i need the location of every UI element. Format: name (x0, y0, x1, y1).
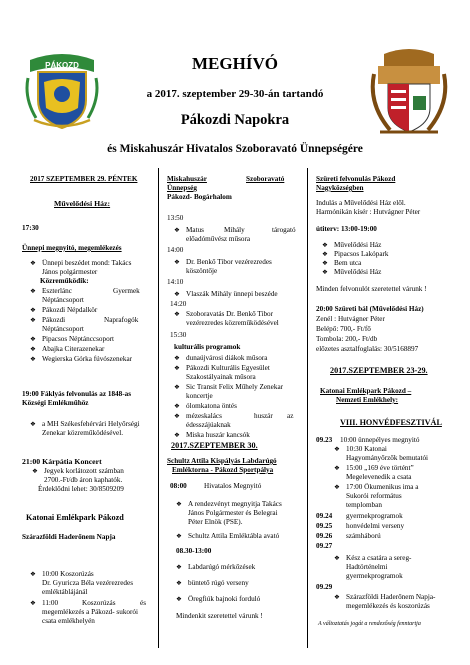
column-divider-left (158, 168, 159, 648)
col1-item-wreath-2b: Koszorúzás (82, 599, 116, 607)
col2-item-benko-b: köszöntője (186, 267, 218, 275)
col3-date-0927: 09.27 (316, 542, 333, 550)
col3-event-szamhaboru: számháború (346, 532, 381, 540)
col1-torch-parade: 19:00 Fáklyás felvonulás az 1848-as (22, 390, 132, 398)
col3-route-2: ❖ Pipacsos Lakópark (334, 250, 389, 259)
col3-date-0924: 09.24 (316, 512, 333, 520)
col1-item-wreath-2d: megemlékezés a Pákozd- sukorói (42, 608, 138, 616)
col1-item-wegierska: ❖ Wegierska Górka fúvószenekar (42, 355, 132, 364)
col2-location: Pákozd- Bogárhalom (167, 193, 232, 201)
col1-time-1730: 17:30 (22, 224, 39, 232)
col3-ball: 20:00 Szüreti bál (Művelődési Ház) (316, 305, 424, 313)
date-line: a 2017. szeptember 29-30-án tartandó (146, 88, 324, 100)
col1-item-speech: ❖ Ünnepi beszédet mond: Takács (42, 259, 131, 268)
hussar-crest-logo (370, 44, 448, 140)
col2-time-0830: 08.30-13:00 (176, 547, 212, 555)
col1-item-tickets-3: Érdeklődni lehet: 30/8509209 (38, 485, 124, 493)
col3-date2: 2017.SZEPTEMBER 23-29. (330, 366, 428, 375)
col3-event-hagyomany-b: Hagyományőrzők bemutatói (346, 454, 429, 462)
event-title: Pákozdi Napokra (180, 112, 290, 128)
col1-item-napraforgok: ❖ Pákozdi (42, 316, 65, 325)
col1-item-tickets: ❖ Jegyek korlátozott számban (44, 467, 124, 476)
col3-date-0925: 09.25 (316, 522, 333, 530)
event-subtitle: és Miskahuszár Hivatalos Szoboravató Ünnepségére (107, 143, 363, 155)
col1-item-band-2: Zenekar közreműködésével. (42, 429, 124, 437)
col3-header-b: Nagyközségben (316, 184, 364, 192)
col2-header-a: Miskahuszár (167, 175, 207, 183)
col3-route-1: ❖ Művelődési Ház (334, 241, 381, 250)
col1-item-band: ❖ a MH Székesfehérvári Helyőrségi (42, 420, 140, 429)
col1-item-speech-2: János polgármester (42, 268, 98, 276)
col3-event-hagyomany: ❖ 10:30 Katonai (346, 445, 387, 454)
col2-item-vlaszak: ❖ Vlaszák Mihály ünnepi beszéde (186, 290, 278, 299)
col2-time-1410: 14:10 (167, 278, 184, 286)
col1-item-napraforgok-c: Néptáncsoport (42, 325, 84, 333)
col2-item-takacs: ❖ A rendezvényt megnyitja Takács (188, 500, 282, 509)
col1-torch-parade-2: Községi Emlékműhöz (22, 399, 89, 407)
col2-item-diakok: ❖ dunaújvárosi diákok műsora (186, 354, 267, 363)
col2-cultural: kulturális programok (174, 343, 241, 351)
col3-tombola: Tombola: 200,- Ft/db (316, 335, 378, 343)
col2-item-matus: ❖ Matus (186, 226, 204, 235)
col1-karpatia: 21:00 Kárpátia Koncert (22, 457, 102, 466)
col2-item-mezeskalacs-b: huszár (254, 412, 273, 420)
col1-item-wreath-1: ❖ 10:00 Koszorúzás (42, 570, 94, 579)
col1-venue: Művelődési Ház: (54, 199, 111, 208)
col3-note: A változtatás jogát a rendezőség fenntartja (318, 621, 421, 627)
col1-item-eszterlanc-b: Gyermek (113, 287, 140, 295)
col1-item-tickets-2: 2700.-Ft/db áron kaphatók. (44, 476, 123, 484)
col1-item-nepdalkor: ❖ Pákozdi Népdalkör (42, 306, 97, 315)
col2-item-mezeskalacs: ❖ mézeskalács (186, 412, 222, 421)
col3-route-4: ❖ Művelődési Ház (334, 268, 381, 277)
col2-header-c: Ünnepség (167, 184, 197, 192)
col1-item-abajka: ❖ Abajka Citerazenekar (42, 345, 104, 354)
col2-item-kancsok: ❖ Miska huszár kancsók (186, 431, 250, 440)
col3-event-sereg-b: Hadtörténelmi (346, 563, 388, 571)
col3-event-szarazfoldi: ❖ Szárazföldi Haderőnem Napja- (346, 593, 435, 602)
col3-fee: Belépő: 700,- Ft/fő (316, 325, 371, 333)
col3-event-honvedelmi: honvédelmi verseny (346, 522, 405, 530)
col3-event-opening: 10:00 ünnepélyes megnyitó (340, 436, 420, 444)
col3-event-sereg: ❖ Kész a csatára a sereg- (346, 554, 411, 563)
col2-item-matus-c: tárogató (272, 226, 296, 234)
col2-item-labdarugo: ❖ Labdarúgó mérkőzések (188, 563, 255, 572)
col3-event-ima: ❖ 17:00 Ökumenikus ima a (346, 483, 418, 492)
col1-item-napraforgok-b: Naprafogók (104, 316, 139, 324)
col3-date-0923: 09.23 (316, 436, 333, 444)
col2-item-mezeskalacs-c: az (287, 412, 294, 420)
col3-route-3: ❖ Bem utca (334, 259, 361, 268)
col2-item-emlektabla: ❖ Schultz Attila Emléktábla avató (188, 532, 279, 541)
col3-park-1: Katonai Emlékpark Pákozd – (320, 387, 412, 395)
col3-festival: VIII. HONVÉDFESZTIVÁL (340, 418, 442, 427)
col2-item-sictransit-b: koncertje (186, 392, 213, 400)
col2-item-matus-d: előadóművész műsora (186, 235, 251, 243)
col2-opening: Hivatalos Megnyitó (204, 482, 262, 490)
col1-item-wreath-2c: és (140, 599, 146, 607)
col3-route-title: útiterv: 13:00-19:00 (316, 225, 377, 233)
col2-time-1530: 15:30 (170, 331, 187, 339)
col2-schultz-1: Schultz Attila Kispályás Labdarúgó (167, 457, 277, 465)
col3-date-0929: 09.29 (316, 583, 333, 591)
col2-item-benko: ❖ Dr. Benkő Tibor vezérezredes (186, 258, 272, 267)
pakozd-coat-of-arms-logo (24, 48, 100, 130)
col3-header-a: Szüreti felvonulás Pákozd (316, 175, 396, 183)
col2-item-oregfiuk: ❖ Öregfiúk bajnoki forduló (188, 595, 260, 604)
col3-event-169: ❖ 15:00 „169 éve történt” (346, 464, 414, 473)
col3-event-ima-b: Sukorói református (346, 492, 402, 500)
col3-park-2: Nemzeti Emlékhely: (336, 396, 399, 404)
col1-item-eszterlanc-c: Néptáncsoport (42, 296, 84, 304)
col2-item-sictransit: ❖ Sic Transit Felix Műhely Zenekar (186, 383, 283, 392)
col2-schultz-2: Emléktorna - Pákozd Sportpálya (172, 466, 274, 474)
col1-item-wreath-2e: csata emlékhelyén (42, 617, 95, 625)
col3-welcome: Minden felvonulót szeretettel várunk ! (316, 285, 427, 293)
column-divider-right (307, 168, 308, 648)
col1-item-pipacsos: ❖ Pipacsos Néptánccsoport (42, 335, 114, 344)
col2-item-takacs-c: Péter Elnök (PSE). (188, 518, 243, 526)
col1-item-wreath-1b: Dr. Gyuricza Béla vezérezredes (42, 579, 133, 587)
col3-start: Indulás a Művelődési Ház elől. (316, 199, 406, 207)
col1-opening: Ünnepi megnyitó, megemlékezés (22, 244, 122, 252)
col1-item-wreath-1c: emléktáblájánál (42, 588, 88, 596)
col1-item-eszterlanc: ❖ Eszterlánc (42, 287, 72, 296)
col1-land-forces-day: Szárazföldi Haderőnem Napja (22, 533, 116, 541)
col2-item-egyesulet-b: Szakostályainak műsora (186, 373, 256, 381)
col1-day-title: 2017 SZEPTEMBER 29. PÉNTEK (30, 175, 138, 183)
col3-booking: előzetes asztalfoglalás: 30/5168897 (316, 345, 419, 353)
page-title: MEGHÍVÓ (192, 54, 278, 73)
col2-time-1400: 14:00 (167, 246, 184, 254)
col2-item-szoboravatas-b: vezérezredes közreműködésével (186, 319, 279, 327)
col2-item-mezeskalacs-d: édesszájúaknak (186, 421, 231, 429)
col2-item-szoboravatas: ❖ Szoboravatás Dr. Benkő Tibor (186, 310, 273, 319)
col2-item-olomkatona: ❖ ólomkatona öntés (186, 402, 237, 411)
col2-item-takacs-b: János Polgármester és Belegrai (188, 509, 278, 517)
col3-event-szarazfoldi-b: megemlékezés és koszorúzás (346, 602, 430, 610)
col2-time-1350: 13:50 (167, 214, 184, 222)
col3-accordion: Harmónikán kísér : Hutvágner Péter (316, 208, 421, 216)
col3-date-0926: 09.26 (316, 532, 333, 540)
col2-welcome: Mindenkit szeretettel várunk ! (176, 612, 263, 620)
col2-time-0800: 08:00 (170, 482, 187, 490)
col1-item-wreath-2: ❖ 11:00 (42, 599, 58, 608)
col2-day2-title: 2017.SZEPTEMBER 30. (171, 441, 258, 450)
col1-kozrem: Közreműködik: (40, 277, 89, 285)
col2-item-egyesulet: ❖ Pákozdi Kulturális Egyesület (186, 364, 270, 373)
col2-header-b: Szoboravató (246, 175, 285, 183)
col1-park-title: Katonai Emlékpark Pákozd (26, 513, 124, 522)
logo-pakozd-text: PÁKOZD (45, 61, 79, 70)
col2-item-bunteto: ❖ büntető rúgó verseny (188, 579, 249, 588)
col3-event-sereg-c: gyermekprogramok (346, 572, 403, 580)
col2-time-1420: 14:20 (170, 300, 187, 308)
col2-item-matus-b: Mihály (224, 226, 245, 234)
col3-event-ima-c: templomban (346, 501, 382, 509)
col3-event-169-b: Megelevenedik a csata (346, 473, 412, 481)
col3-event-gyermek: gyermekprogramok (346, 512, 403, 520)
col3-music: Zenél : Hutvágner Péter (316, 315, 385, 323)
